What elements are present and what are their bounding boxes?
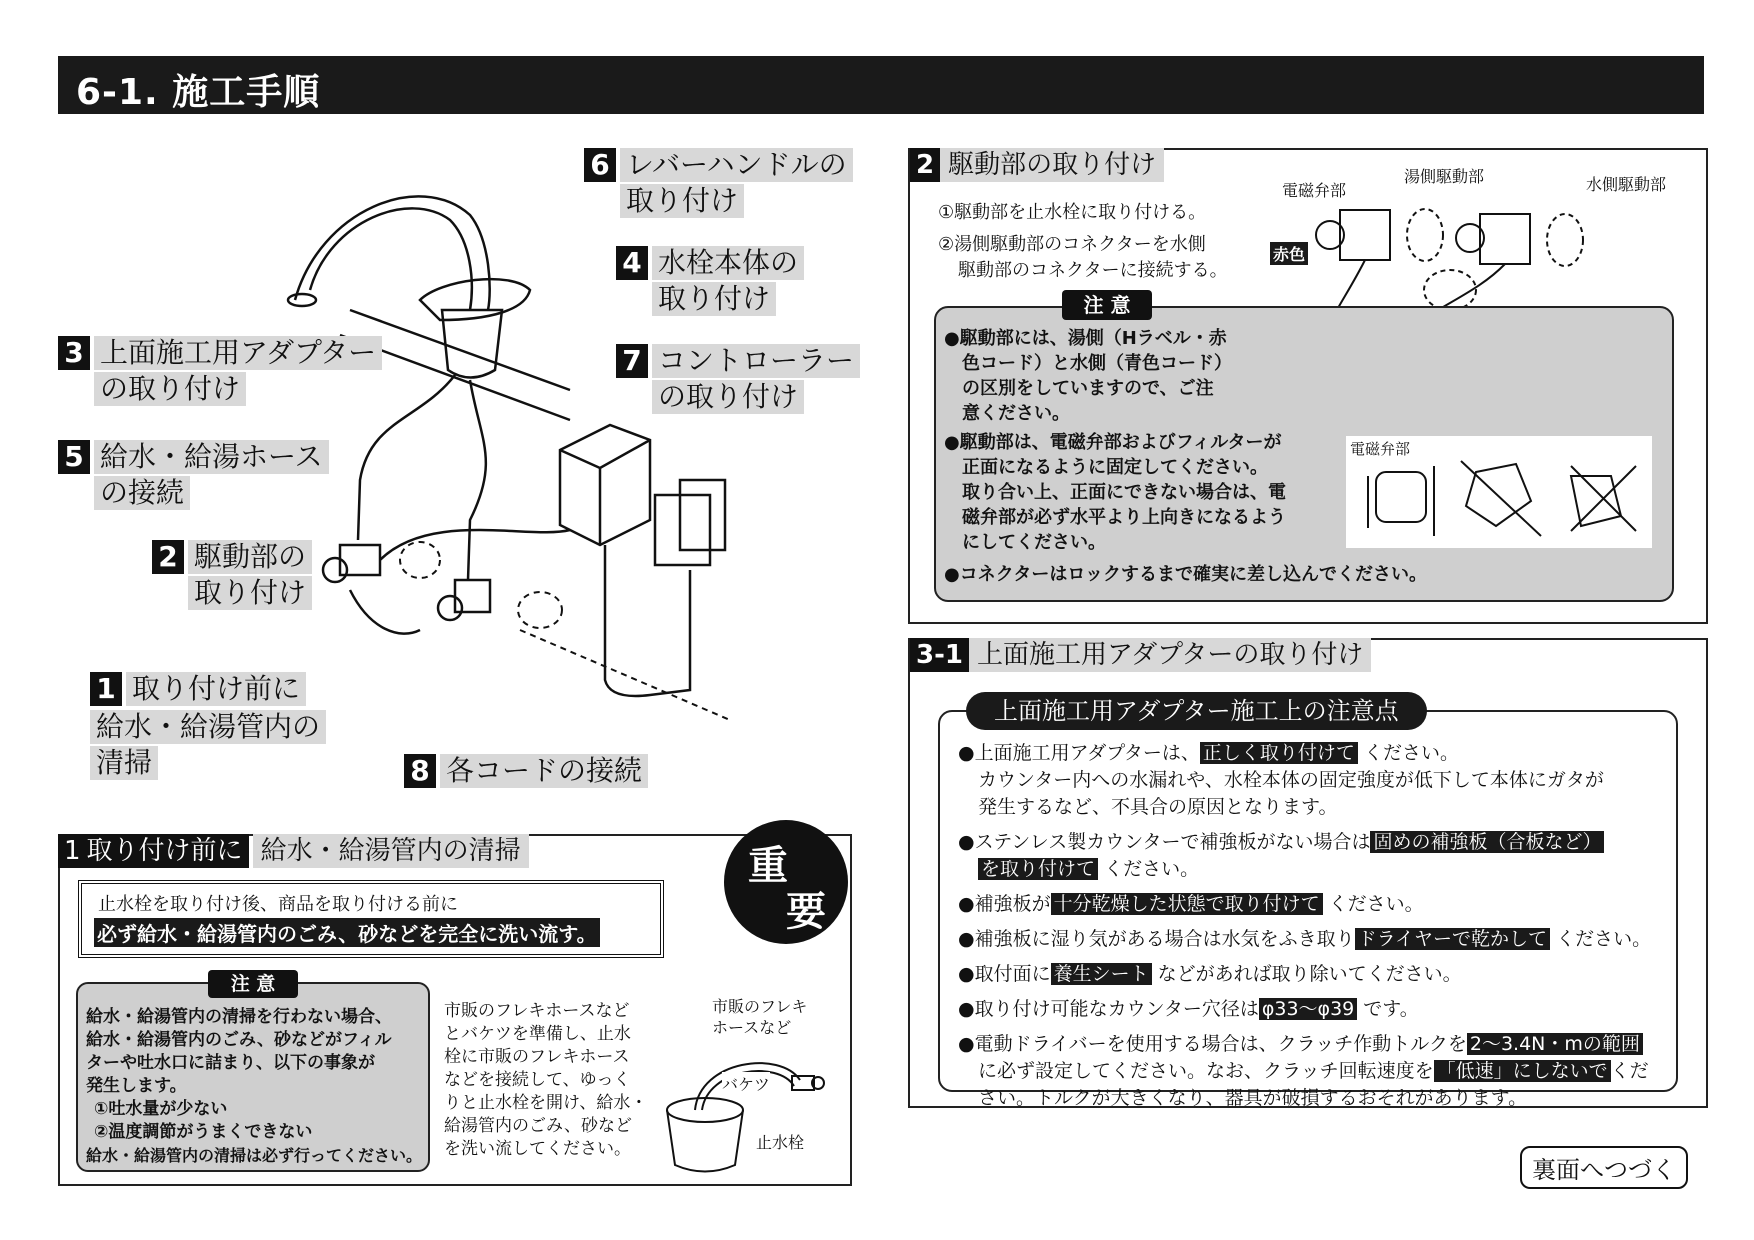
adapter-notes-subtitle: 上面施工用アダプター施工上の注意点	[966, 692, 1427, 730]
fig-label-cold-driver: 水側駆動部	[1586, 175, 1667, 194]
section-cleaning-title: 1 取り付け前に 給水・給湯管内の清掃	[58, 834, 529, 868]
adapter-note-5: ●取付面に 養生シート などがあれば取り除いてください。	[958, 963, 1462, 985]
driver-caution-1: ●駆動部には、湯側（Hラベル・赤 色コード）と水側（青色コード） の区別をしていますので、ご注 意ください。	[944, 328, 1232, 424]
callout-faucet-body: 4 水栓本体の 取り付け	[616, 246, 804, 316]
fig-label-stopvalve: 止水栓	[756, 1133, 805, 1152]
page-header	[58, 56, 1704, 114]
callout-hose: 5 給水・給湯ホース の接続	[58, 440, 329, 510]
adapter-note-2: ●ステンレス製カウンターで補強板がない場合は 固めの補強板（合板など）	[958, 829, 1668, 856]
callout-lever-handle: 6 レバーハンドルの 取り付け	[584, 148, 853, 218]
callout-cleaning-cont: 給水・給湯管内の 清掃	[90, 710, 326, 780]
important-badge: 重 要	[724, 820, 848, 944]
section-driver-title: 2 駆動部の取り付け	[910, 148, 1164, 182]
driver-caution-3: ●コネクターはロックするまで確実に差し込んでください。	[944, 564, 1427, 585]
bucket-figure	[660, 1040, 840, 1180]
caution-box-cleaning: 注 意 給水・給湯管内の清掃を行わない場合、 給水・給湯管内のごみ、砂などがフィル ターや吐水口に詰まり、以下の事象が 発生します。 ①吐水量が少ない ②温度調節がうまくできない 給水・給湯管内の清掃は必ず行ってください。	[76, 982, 430, 1172]
adapter-note-4: ●補強板に湿り気がある場合は水気をふき取り ドライヤーで乾かして ください。	[958, 928, 1652, 950]
adapter-note-7: ●電動ドライバーを使用する場合は、クラッチ作動トルクを 2～3.4N・mの範囲	[958, 1031, 1668, 1058]
adapter-note-1: ●上面施工用アダプターは、 正しく取り付けて ください。	[958, 742, 1459, 764]
orientation-figure	[1346, 436, 1652, 548]
adapter-notes-list: ●上面施工用アダプターは、 正しく取り付けて ください。 カウンター内への水漏れや、水栓本体の固定強度が低下して本体にガタが 発生するなど、不具合の原因となります。 ●ステンレス製カウンターで補強板がない場合は 固めの補強板（合板など） を取り付けて ください。 ●補強板が 十分乾燥した状態で取り付けて ください。 ●補強板に湿り気がある場合は水気をふき取り ドライヤーで乾かして ください。 ●取付面に 養生シート などがあれば取り除いてください。 ●取り付け可能なカウンター穴径は φ33～φ39 です。 ●電動ドライバーを使用する場合は、クラッチ作動トルクを 2～3.4N・mの範囲 に必ず設定してください。なお、クラッチ回転速度を 「低速」にしないで くだ さい。トルクが大きくなり、器具が破損するおそれがあります。	[958, 740, 1668, 1112]
adapter-note-3: ●補強板が 十分乾燥した状態で取り付けて ください。	[958, 893, 1424, 915]
callout-cords: 8 各コードの接続	[404, 754, 648, 788]
page-title: 6-1. 施工手順	[76, 72, 321, 113]
fig-label-red: 赤色	[1270, 242, 1308, 265]
fig-label-solenoid: 電磁弁部	[1282, 181, 1347, 200]
driver-step-2a: ②湯側駆動部のコネクターを水側	[938, 234, 1206, 255]
important-box: 止水栓を取り付け後、商品を取り付ける前に 必ず給水・給湯管内のごみ、砂などを完全に洗い流す。	[78, 880, 664, 958]
driver-step-2b: 駆動部のコネクターに接続する。	[958, 260, 1228, 281]
driver-step-1: ①駆動部を止水栓に取り付ける。	[938, 202, 1207, 223]
callout-cleaning: 1 取り付け前に	[90, 672, 306, 706]
callout-adapter: 3 上面施工用アダプター の取り付け	[58, 336, 382, 406]
driver-caution-2: ●駆動部は、電磁弁部およびフィルターが 正面になるように固定してください。 取り合い上、正面にできない場合は、電 磁弁部が必ず水平より上向きになるよう にしてください。	[944, 432, 1286, 553]
cleaning-description: 市販のフレキホースなど とバケツを準備し、止水 栓に市販のフレキホース などを接続して、ゆっく りと止水栓を開け、給水・ 給湯管内のごみ、砂など を洗い流してください。	[444, 1001, 648, 1159]
section-adapter-title: 3-1 上面施工用アダプターの取り付け	[910, 638, 1371, 672]
fig-label-hot-driver: 湯側駆動部	[1404, 167, 1485, 186]
callout-driver: 2 駆動部の 取り付け	[152, 540, 312, 610]
caution-title-driver: 注 意	[1062, 290, 1152, 320]
adapter-note-6: ●取り付け可能なカウンター穴径は φ33～φ39 です。	[958, 998, 1419, 1020]
fig-label-solenoid-2: 電磁弁部	[1350, 440, 1411, 458]
continue-label: 裏面へつづく	[1520, 1146, 1688, 1189]
callout-controller: 7 コントローラー の取り付け	[616, 344, 860, 414]
fig-label-hose: 市販のフレキ ホースなど	[712, 997, 808, 1037]
fig-label-bucket: バケツ	[722, 1072, 770, 1095]
